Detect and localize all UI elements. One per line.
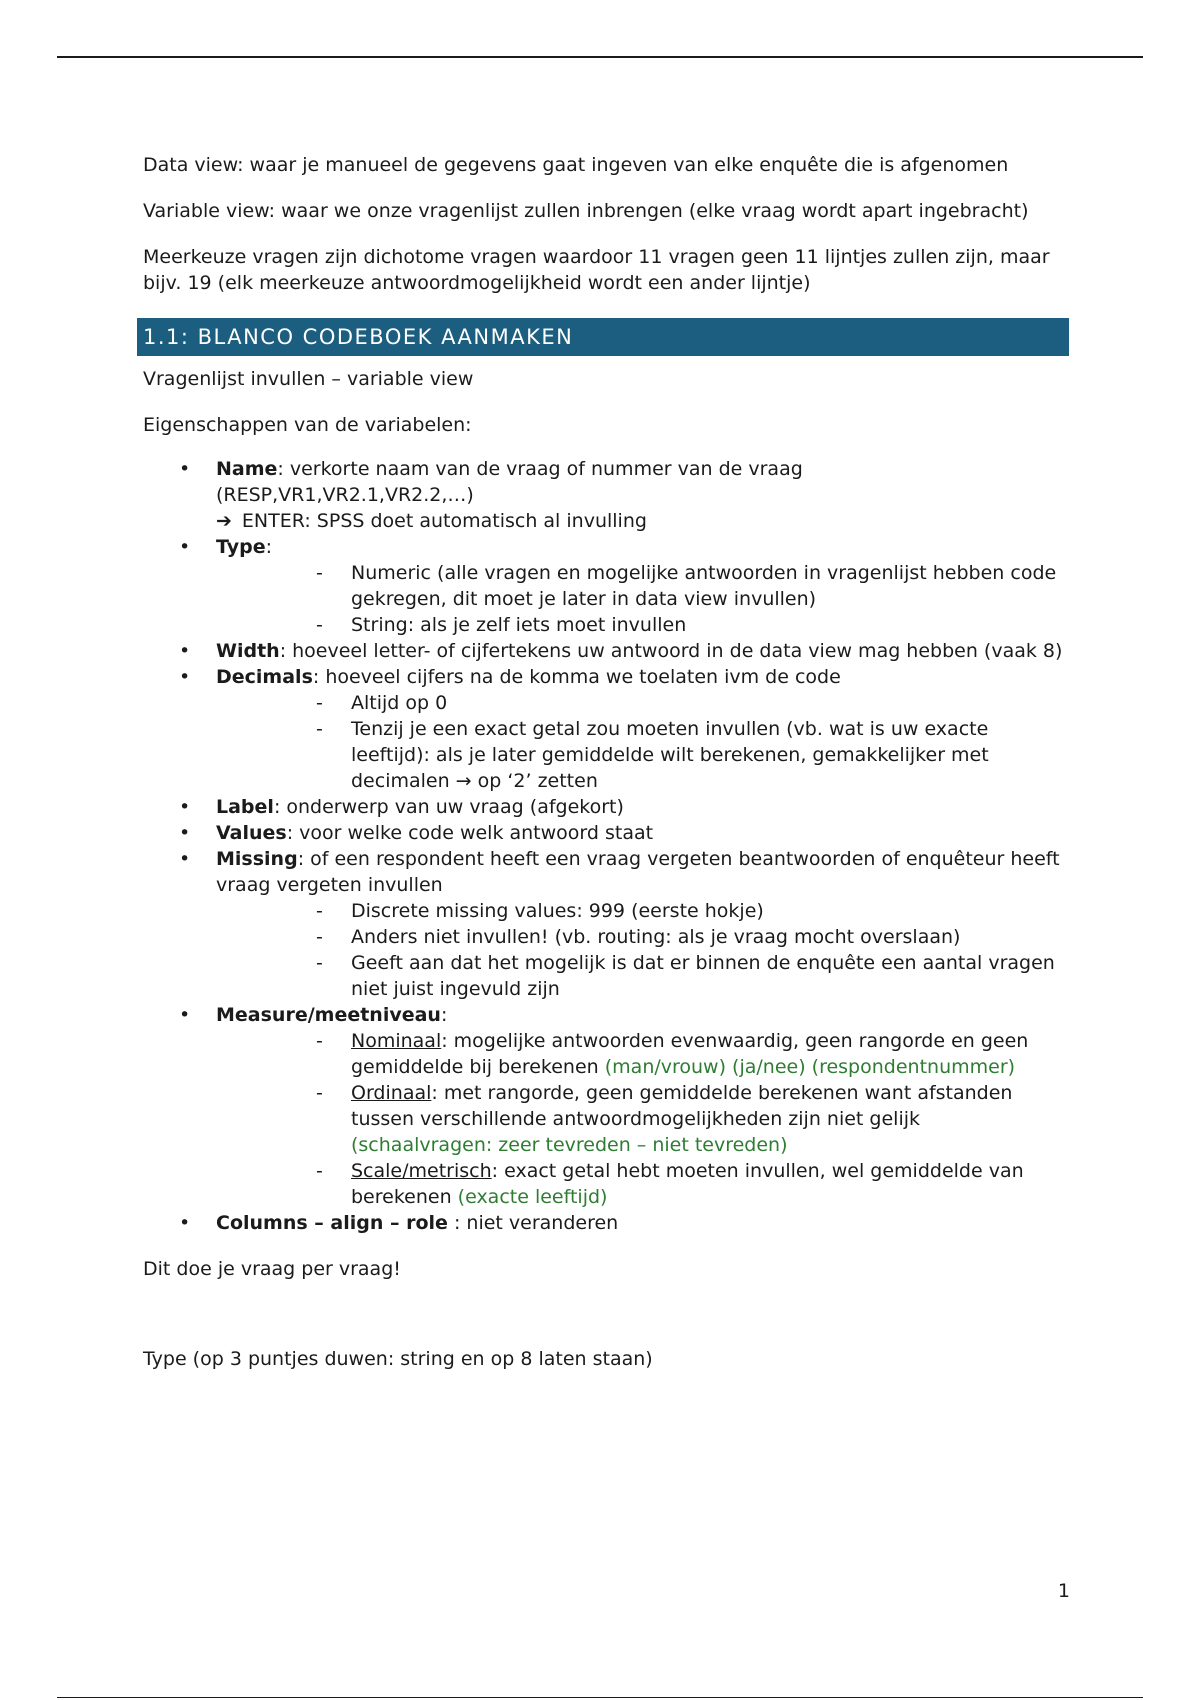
header-rule	[57, 56, 1143, 58]
term-measure: Measure/meetniveau	[216, 1004, 441, 1026]
term-missing: Missing	[216, 848, 298, 870]
term-scale: Scale/metrisch	[351, 1160, 492, 1182]
paragraph-data-view: Data view: waar je manueel de gegevens gaat ingeven van elke enquête die is afgenomen	[143, 154, 1009, 176]
type-sublist	[216, 560, 1063, 638]
list-item-decimals	[143, 664, 1063, 794]
list-item-measure	[143, 1002, 1063, 1210]
term-ordinaal: Ordinaal	[351, 1082, 432, 1104]
missing-description: : of een respondent heeft een vraag vergeten beantwoorden of enquêteur heeft vraag vergeten invullen	[216, 848, 1060, 896]
nominaal-description: : mogelijke antwoorden evenwaardig, geen rangorde en geen gemiddelde bij berekenen	[351, 1030, 1029, 1078]
footer-rule	[57, 1697, 1143, 1698]
measure-item-ordinaal	[216, 1080, 1063, 1158]
values-description: : voor welke code welk antwoord staat	[286, 822, 654, 844]
label-description: : onderwerp van uw vraag (afgekort)	[273, 796, 624, 818]
scale-example: (exacte leeftijd)	[457, 1186, 608, 1208]
measure-item-nominaal	[216, 1028, 1063, 1080]
list-item-type	[143, 534, 1063, 638]
columns-description: : niet veranderen	[447, 1212, 619, 1234]
decimals-item-tenzij: - Tenzij je een exact getal zou moeten invullen (vb. wat is uw exacte leeftijd): als je later gemiddelde wilt berekenen, gemakkelijker met decimalen → op ‘2’ zetten	[216, 716, 1063, 794]
list-item-width	[143, 638, 1063, 664]
list-item-columns	[143, 1210, 1063, 1236]
scale-description: : exact getal hebt moeten invullen, wel gemiddelde van berekenen	[351, 1160, 1024, 1208]
document-body	[143, 152, 1063, 1392]
list-item-name	[143, 456, 1063, 534]
ordinaal-example: (schaalvragen: zeer tevreden – niet tevreden)	[351, 1134, 788, 1156]
term-columns: Columns – align – role	[216, 1212, 448, 1234]
term-width: Width	[216, 640, 280, 662]
decimals-sublist	[216, 690, 1063, 794]
missing-item-discrete: - Discrete missing values: 999 (eerste hokje)	[216, 898, 1063, 924]
page-number: 1	[1057, 1580, 1070, 1602]
decimals-description: : hoeveel cijfers na de komma we toelaten ivm de code	[312, 666, 841, 688]
paragraph-meerkeuze: Meerkeuze vragen zijn dichotome vragen waardoor 11 vragen geen 11 lijntjes zullen zijn, maar bijv. 19 (elk meerkeuze antwoordmogelijkheid wordt een ander lijntje)	[143, 246, 1050, 294]
decimals-item-altijd: - Altijd op 0	[216, 690, 1063, 716]
property-list	[143, 456, 1063, 1236]
width-description: : hoeveel letter- of cijfertekens uw antwoord in de data view mag hebben (vaak 8)	[279, 640, 1063, 662]
name-description: : verkorte naam van de vraag of nummer van de vraag (RESP,VR1,VR2.1,VR2.2,…)	[216, 458, 803, 506]
paragraph-vragenlijst: Vragenlijst invullen – variable view	[143, 368, 474, 390]
name-enter-line	[216, 508, 1063, 534]
nominaal-example: (man/vrouw) (ja/nee) (respondentnummer)	[604, 1056, 1016, 1078]
paragraph-variable-view: Variable view: waar we onze vragenlijst zullen inbrengen (elke vraag wordt apart ingebracht)	[143, 200, 1029, 222]
missing-item-anders: - Anders niet invullen! (vb. routing: als je vraag mocht overslaan)	[216, 924, 1063, 950]
term-label: Label	[216, 796, 274, 818]
list-item-missing	[143, 846, 1063, 1002]
ordinaal-description: : met rangorde, geen gemiddelde berekenen want afstanden tussen verschillende antwoordmogelijkheden zijn niet gelijk	[351, 1082, 1013, 1130]
missing-sublist	[216, 898, 1063, 1002]
term-type: Type	[216, 536, 266, 558]
section-heading: 1.1: BLANCO CODEBOEK AANMAKEN	[137, 318, 1069, 356]
list-item-label	[143, 794, 1063, 820]
measure-description: :	[440, 1004, 448, 1026]
paragraph-eigenschappen: Eigenschappen van de variabelen:	[143, 414, 472, 436]
measure-item-scale	[216, 1158, 1063, 1210]
enter-text: ENTER: SPSS doet automatisch al invulling	[241, 510, 647, 532]
list-item-values	[143, 820, 1063, 846]
paragraph-type-puntjes: Type (op 3 puntjes duwen: string en op 8 laten staan)	[143, 1348, 653, 1370]
arrow-right-icon: ➔	[216, 510, 232, 532]
term-nominaal: Nominaal	[351, 1030, 442, 1052]
missing-item-geeft: - Geeft aan dat het mogelijk is dat er binnen de enquête een aantal vragen niet juist ingevuld zijn	[216, 950, 1063, 1002]
term-values: Values	[216, 822, 287, 844]
type-description: :	[265, 536, 272, 558]
type-item-numeric: - Numeric (alle vragen en mogelijke antwoorden in vragenlijst hebben code gekregen, dit moet je later in data view invullen)	[216, 560, 1063, 612]
type-item-string: - String: als je zelf iets moet invullen	[216, 612, 1063, 638]
measure-sublist	[216, 1028, 1063, 1210]
term-decimals: Decimals	[216, 666, 313, 688]
paragraph-vraag-per-vraag: Dit doe je vraag per vraag!	[143, 1258, 401, 1280]
term-name: Name	[216, 458, 278, 480]
